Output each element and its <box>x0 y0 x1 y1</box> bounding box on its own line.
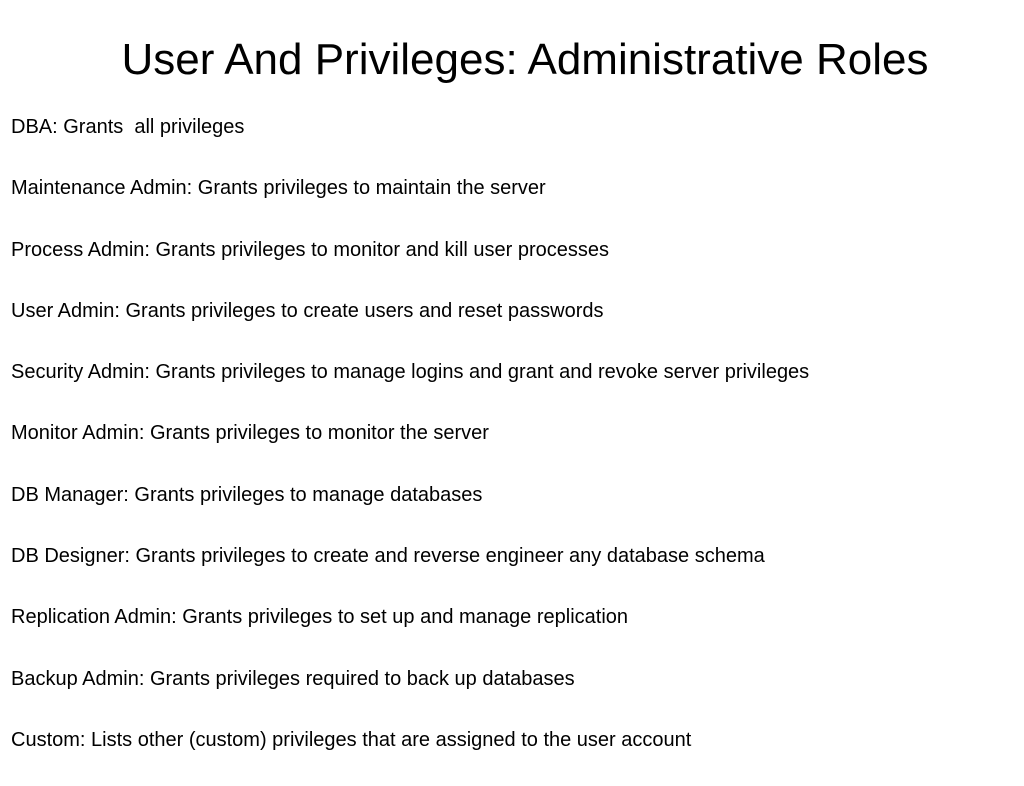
role-item-backup-admin: Backup Admin: Grants privileges required to back up databases <box>11 667 575 690</box>
role-list <box>11 112 1016 786</box>
role-item-replication-admin: Replication Admin: Grants privileges to set up and manage replication <box>11 606 629 629</box>
role-item-maintenance-admin: Maintenance Admin: Grants privileges to maintain the server <box>11 177 546 200</box>
role-item-db-designer: DB Designer: Grants privileges to create and reverse engineer any database schema <box>11 545 765 568</box>
role-item-process-admin: Process Admin: Grants privileges to monitor and kill user processes <box>11 238 610 261</box>
slide-title: User And Privileges: Administrative Roles <box>121 35 929 84</box>
role-item-monitor-admin: Monitor Admin: Grants privileges to monitor the server <box>11 422 489 445</box>
role-item-dba: DBA: Grants all privileges <box>11 116 245 138</box>
role-item-user-admin: User Admin: Grants privileges to create users and reset passwords <box>11 299 604 322</box>
role-item-custom: Custom: Lists other (custom) privileges that are assigned to the user account <box>11 728 692 751</box>
role-item-security-admin: Security Admin: Grants privileges to manage logins and grant and revoke server privileges <box>11 361 810 384</box>
role-item-db-manager: DB Manager: Grants privileges to manage databases <box>11 483 483 506</box>
